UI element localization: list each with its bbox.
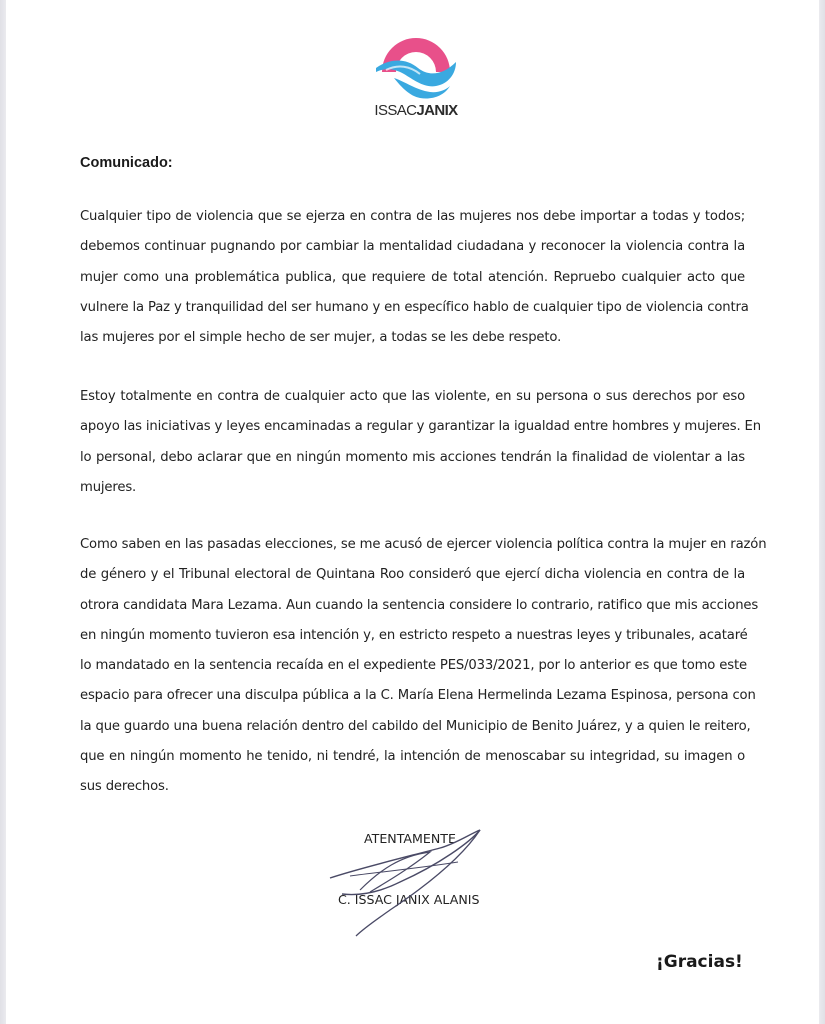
paragraph-line: lo mandatado en la sentencia recaída en el expediente PES/033/2021, por lo anterior es que tomo este: [80, 658, 747, 674]
paragraph-line: Cualquier tipo de violencia que se ejerza en contra de las mujeres nos debe importar a todas y todos;: [80, 209, 745, 224]
brand-logo: [366, 24, 466, 122]
paragraph-2: [80, 382, 761, 503]
paragraph-1: [80, 202, 749, 353]
paragraph-line: mujeres.: [80, 479, 137, 495]
paragraph-line: Estoy totalmente en contra de cualquier acto que las violente, en su persona o sus derechos por eso: [80, 389, 745, 404]
thanks-text: ¡Gracias!: [656, 952, 743, 972]
paragraph-line: las mujeres por el simple hecho de ser mujer, a todas se les debe respeto.: [80, 330, 562, 346]
paragraph-line: sus derechos.: [80, 779, 169, 795]
brand-name: [366, 102, 466, 119]
brand-name-last: JANIX: [416, 102, 458, 119]
paragraph-line: vulnere la Paz y tranquilidad del ser humano y en específico hablo de cualquier tipo de violencia contra: [80, 299, 749, 315]
paragraph-line: Como saben en las pasadas elecciones, se me acusó de ejercer violencia política contra la mujer en razón: [80, 537, 767, 552]
paragraph-line: la que guardo una buena relación dentro del cabildo del Municipio de Benito Juárez, y a quien le reitero,: [80, 718, 751, 734]
paragraph-line: mujer como una problemática publica, que requiere de total atención. Repruebo cualquier acto que: [80, 269, 745, 285]
paragraph-line: otrora candidata Mara Lezama. Aun cuando la sentencia considere lo contrario, ratifico que mis acciones: [80, 597, 759, 613]
page-edge-right: [819, 0, 825, 1024]
paragraph-line: apoyo las iniciativas y leyes encaminadas a regular y garantizar la igualdad entre hombres y mujeres. En: [80, 419, 761, 435]
document-heading: Comunicado:: [80, 155, 173, 171]
paragraph-line: que en ningún momento he tenido, ni tendré, la intención de menoscabar su integridad, su imagen o: [80, 749, 745, 765]
brand-name-first: ISSAC: [374, 102, 417, 119]
page-edge-left: [0, 0, 6, 1024]
paragraph-line: lo personal, debo aclarar que en ningún momento mis acciones tendrán la finalidad de violentar a las: [80, 449, 745, 465]
paragraph-line: espacio para ofrecer una disculpa pública a la C. María Elena Hermelinda Lezama Espinosa, persona con: [80, 688, 756, 704]
paragraph-line: de género y el Tribunal electoral de Quintana Roo consideró que ejercí dicha violencia en contra de la: [80, 567, 745, 583]
logo-emblem-icon: [372, 24, 460, 104]
signature-stroke: [360, 852, 430, 892]
closing-salutation: ATENTAMENTE: [364, 831, 456, 846]
paragraph-line: en ningún momento tuvieron esa intención y, en estricto respeto a nuestras leyes y tribunales, acataré: [80, 627, 748, 643]
signature-stroke: [350, 862, 458, 876]
paragraph-3: [80, 530, 767, 803]
signer-name: C. ISSAC JANIX ALANIS: [338, 892, 480, 907]
paragraph-line: debemos continuar pugnando por cambiar la mentalidad ciudadana y reconocer la violencia contra la: [80, 239, 745, 255]
